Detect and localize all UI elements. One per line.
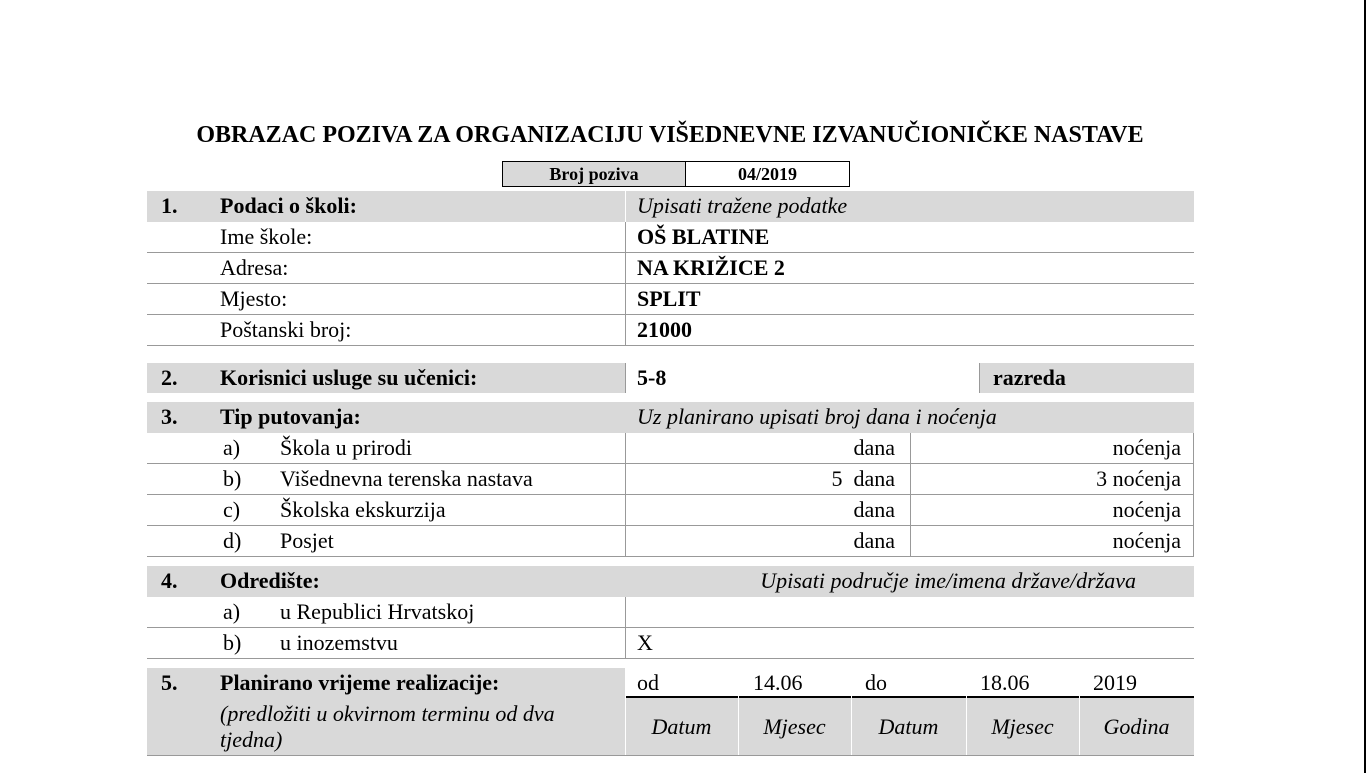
days-value — [625, 464, 895, 494]
divider — [625, 628, 626, 658]
section-1 — [147, 191, 1194, 346]
period-from: od — [637, 670, 659, 695]
period-to: do — [865, 670, 887, 695]
section-label: Odredište: — [220, 568, 320, 593]
caption-day: Datum — [878, 714, 939, 739]
section-label: Podaci o školi: — [220, 193, 357, 218]
divider — [625, 284, 626, 314]
field-label: Mjesto: — [220, 286, 288, 311]
grade-value: 5-8 — [625, 363, 979, 393]
section-label: Tip putovanja: — [220, 404, 361, 429]
divider — [910, 526, 911, 556]
postal-code-row — [147, 315, 1194, 346]
field-label: Poštanski broj: — [220, 317, 352, 342]
section-hint: Upisati područje ime/imena države/država — [760, 568, 1136, 593]
divider — [625, 363, 626, 393]
section-1-header — [147, 191, 1194, 222]
section-number: 3. — [161, 404, 178, 429]
trip-type-row — [147, 433, 1194, 464]
days-unit: dana — [853, 466, 895, 491]
page-edge — [1364, 0, 1366, 773]
divider — [625, 597, 626, 627]
nights-unit: noćenja — [1112, 466, 1181, 491]
divider — [625, 191, 626, 222]
nights-value — [911, 526, 1181, 556]
section-4-header — [147, 566, 1194, 597]
nights-unit: noćenja — [1112, 528, 1181, 553]
item-letter: b) — [223, 630, 242, 655]
divider — [1193, 495, 1194, 525]
item-label: Posjet — [280, 528, 334, 553]
divider — [1193, 526, 1194, 556]
field-value: NA KRIŽICE 2 — [637, 255, 785, 280]
nights-value — [911, 433, 1181, 463]
form-title: OBRAZAC POZIVA ZA ORGANIZACIJU VIŠEDNEVNE IZVANUČIONIČKE NASTAVE — [196, 122, 1144, 148]
caption-day: Datum — [651, 714, 712, 739]
item-label: Školska ekskurzija — [280, 497, 446, 522]
section-number: 4. — [161, 568, 178, 593]
days-value — [625, 526, 895, 556]
days-value — [625, 433, 895, 463]
section-5 — [147, 668, 1194, 756]
destination-row — [147, 597, 1194, 628]
nights-value — [911, 495, 1181, 525]
destination-value — [625, 597, 1194, 627]
divider — [625, 526, 626, 556]
school-name-row — [147, 222, 1194, 253]
field-value: 21000 — [637, 317, 692, 342]
divider — [625, 464, 626, 494]
divider — [910, 495, 911, 525]
item-label: u Republici Hrvatskoj — [280, 599, 475, 624]
divider — [979, 363, 980, 393]
days-value — [625, 495, 895, 525]
divider — [851, 668, 852, 756]
caption-month: Mjesec — [763, 714, 826, 739]
divider — [966, 668, 967, 756]
divider — [910, 464, 911, 494]
item-letter: a) — [223, 599, 241, 624]
section-hint: Uz planirano upisati broj dana i noćenja — [637, 404, 997, 429]
grade-suffix: razreda — [993, 365, 1066, 390]
divider — [625, 253, 626, 283]
nights-count: 3 — [1096, 466, 1108, 491]
destination-value: X — [637, 630, 653, 655]
days-unit: dana — [853, 435, 895, 460]
item-label: u inozemstvu — [280, 630, 398, 655]
item-letter: c) — [223, 497, 241, 522]
period-captions-row — [625, 698, 1194, 756]
broj-poziva-value: 04/2019 — [737, 164, 797, 184]
section-label: Korisnici usluge su učenici: — [220, 365, 478, 390]
days-unit: dana — [853, 528, 895, 553]
city-row — [147, 284, 1194, 315]
days-unit: dana — [853, 497, 895, 522]
divider — [910, 433, 911, 463]
divider — [625, 315, 626, 345]
item-label: Škola u prirodi — [280, 435, 412, 460]
nights-unit: noćenja — [1112, 497, 1181, 522]
item-letter: d) — [223, 528, 242, 553]
section-3-header — [147, 402, 1194, 433]
trip-type-row — [147, 526, 1194, 557]
section-2 — [147, 363, 1194, 393]
section-2-header — [147, 363, 1194, 393]
field-value: SPLIT — [637, 286, 701, 311]
trip-type-row — [147, 495, 1194, 526]
period-from-date: 14.06 — [753, 670, 803, 695]
caption-month: Mjesec — [991, 714, 1054, 739]
item-letter: b) — [223, 466, 242, 491]
trip-type-row — [147, 464, 1194, 495]
caption-year: Godina — [1103, 714, 1170, 739]
field-value: OŠ BLATINE — [637, 224, 770, 249]
period-year: 2019 — [1093, 670, 1137, 695]
item-letter: a) — [223, 435, 241, 460]
destination-row — [147, 628, 1194, 659]
section-sublabel: (predložiti u okvirnom terminu od dva tjedna) — [220, 701, 555, 752]
section-number: 2. — [161, 365, 178, 390]
section-hint: Upisati tražene podatke — [637, 193, 848, 218]
nights-unit: noćenja — [1112, 435, 1181, 460]
period-values-row — [625, 668, 1194, 698]
divider — [625, 495, 626, 525]
nights-value — [911, 464, 1181, 494]
field-label: Adresa: — [220, 255, 289, 280]
divider — [625, 433, 626, 463]
broj-poziva-box — [502, 161, 850, 187]
bottom-rule — [147, 755, 1194, 756]
broj-poziva-label: Broj poziva — [503, 162, 686, 186]
item-label: Višednevna terenska nastava — [280, 466, 533, 491]
period-to-date: 18.06 — [980, 670, 1030, 695]
section-label: Planirano vrijeme realizacije: — [220, 670, 500, 695]
section-number: 1. — [161, 193, 178, 218]
address-row — [147, 253, 1194, 284]
divider — [1079, 668, 1080, 756]
divider — [625, 222, 626, 252]
divider — [738, 668, 739, 756]
field-label: Ime škole: — [220, 224, 313, 249]
divider — [1193, 464, 1194, 494]
section-number: 5. — [161, 670, 178, 695]
days-count: 5 — [831, 466, 843, 491]
divider — [1193, 433, 1194, 463]
section-3 — [147, 402, 1194, 557]
divider — [625, 668, 626, 756]
section-4 — [147, 566, 1194, 659]
